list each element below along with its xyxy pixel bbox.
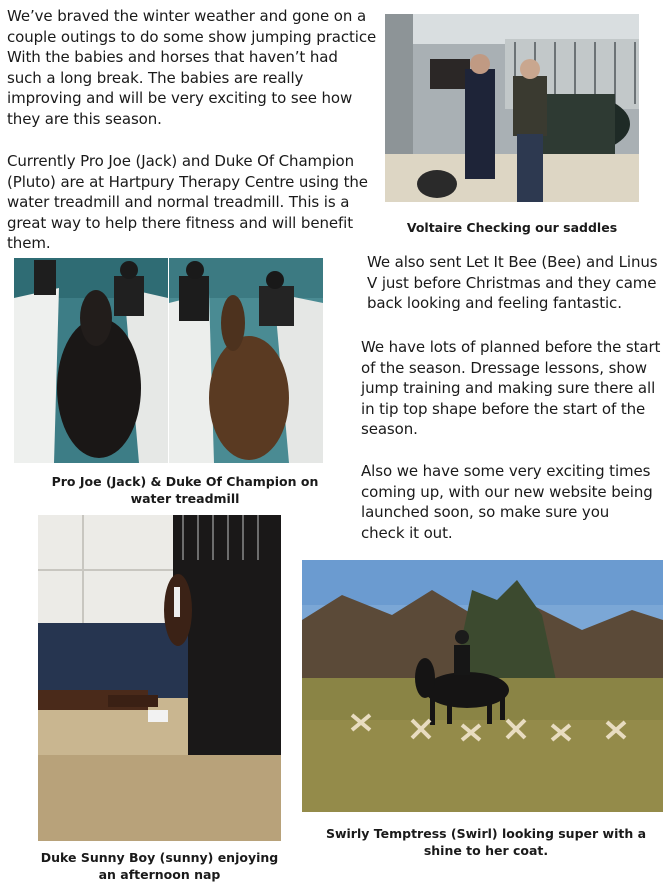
treadmill-caption: Pro Joe (Jack) & Duke Of Champion on water treadmill: [51, 474, 319, 506]
planned-paragraph: We have lots of planned before the start of the season. Dressage lessons, show jump training and making sure there all in tip top shape before the start of the season.: [361, 338, 661, 439]
swirl-caption: Swirly Temptress (Swirl) looking super with a shine to her coat.: [325, 826, 647, 858]
sunny-caption: Duke Sunny Boy (sunny) enjoying an afternoon nap: [40, 850, 279, 882]
bee-linus-paragraph: We also sent Let It Bee (Bee) and Linus V just before Christmas and they came back looking and feeling fantastic.: [367, 253, 658, 313]
treadmill-photo-left: [14, 258, 168, 463]
treadmill-paragraph: Currently Pro Joe (Jack) and Duke Of Champion (Pluto) are at Hartpury Therapy Centre using the water treadmill and normal treadmill. This is a great way to help there fitness and will benefit them.: [7, 152, 368, 253]
treadmill-photo-right: [169, 258, 323, 463]
voltaire-caption: Voltaire Checking our saddles: [406, 220, 618, 235]
intro-paragraph: We’ve braved the winter weather and gone on a couple outings to do some show jumping practice With the babies and horses that haven’t had such a long break. The babies are really improving and will be very exciting to see how they are this season.: [7, 7, 377, 128]
website-paragraph: Also we have some very exciting times coming up, with our new website being launched soon, so make sure you check it out.: [361, 462, 653, 542]
voltaire-saddle-photo: [385, 14, 639, 202]
swirl-ridden-photo: [302, 560, 663, 812]
sunny-nap-photo: [38, 515, 281, 841]
